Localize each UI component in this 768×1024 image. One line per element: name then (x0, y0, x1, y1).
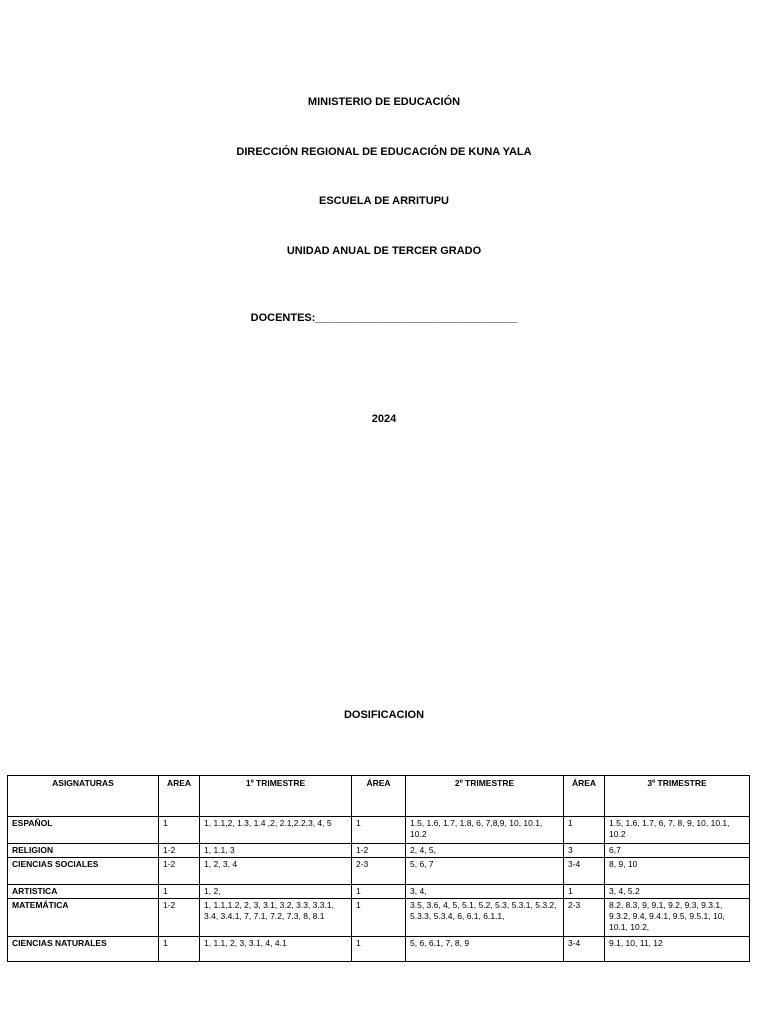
column-header-trimester-3: 3º TRIMESTRE (605, 776, 750, 817)
area-cell: 1 (564, 885, 605, 899)
trimester-cell: 6,7 (605, 844, 750, 858)
table-row (8, 885, 750, 899)
subject-cell: CIENCIAS NATURALES (8, 937, 159, 962)
column-header-trimester-1: 1º TRIMESTRE (200, 776, 352, 817)
table-header-row (8, 776, 750, 817)
trimester-cell: 8.2, 8.3, 9, 9.1, 9.2, 9.3, 9.3.1, 9.3.2, 9.4, 9.4.1, 9.5, 9.5.1, 10, 10.1, 10.2, (605, 899, 750, 937)
trimester-cell: 1, 1.1, 3 (200, 844, 352, 858)
column-header-trimester-2: 2º TRIMESTRE (406, 776, 564, 817)
area-cell: 1 (159, 937, 200, 962)
subject-cell: MATEMÁTICA (8, 899, 159, 937)
teachers-line: DOCENTES:_________________________________ (250, 312, 518, 324)
dosification-table (7, 775, 750, 962)
column-header-subjects: ASIGNATURAS (8, 776, 159, 817)
trimester-cell: 9.1, 10, 11, 12 (605, 937, 750, 962)
area-cell: 2-3 (564, 899, 605, 937)
table-row (8, 899, 750, 937)
column-header-area-3: ÁREA (564, 776, 605, 817)
area-cell: 1 (352, 937, 406, 962)
trimester-cell: 1.5, 1.6, 1.7, 1.8, 6, 7,8,9, 10, 10.1, 10.2 (406, 817, 564, 844)
column-header-area-1: AREA (159, 776, 200, 817)
school-name: ESCUELA DE ARRITUPU (319, 195, 449, 207)
trimester-cell: 3, 4, 5.2 (605, 885, 750, 899)
area-cell: 3-4 (564, 858, 605, 885)
trimester-cell: 1, 1.1,2, 1.3, 1.4 ,2, 2.1,2.2,3, 4, 5 (200, 817, 352, 844)
area-cell: 1 (352, 885, 406, 899)
regional-direction-title: DIRECCIÓN REGIONAL DE EDUCACIÓN DE KUNA YALA (236, 146, 532, 158)
area-cell: 2-3 (352, 858, 406, 885)
subject-cell: CIENCIAS SOCIALES (8, 858, 159, 885)
area-cell: 1 (564, 817, 605, 844)
area-cell: 1-2 (159, 858, 200, 885)
year: 2024 (371, 413, 397, 425)
area-cell: 1 (352, 899, 406, 937)
area-cell: 1 (159, 817, 200, 844)
area-cell: 1-2 (159, 844, 200, 858)
subject-cell: RELIGION (8, 844, 159, 858)
trimester-cell: 8, 9, 10 (605, 858, 750, 885)
table-row (8, 858, 750, 885)
table-row (8, 844, 750, 858)
area-cell: 1-2 (352, 844, 406, 858)
ministry-title: MINISTERIO DE EDUCACIÓN (307, 96, 461, 108)
trimester-cell: 1.5, 1.6, 1.7, 6, 7, 8, 9, 10, 10.1, 10.2 (605, 817, 750, 844)
area-cell: 1 (159, 885, 200, 899)
section-title: DOSIFICACION (343, 709, 425, 721)
area-cell: 1 (352, 817, 406, 844)
trimester-cell: 1, 1.1,1.2, 2, 3, 3.1, 3.2, 3.3, 3.3.1, 3.4, 3.4.1, 7, 7.1, 7.2, 7.3, 8, 8.1 (200, 899, 352, 937)
subject-cell: ESPAÑOL (8, 817, 159, 844)
trimester-cell: 5, 6, 7 (406, 858, 564, 885)
trimester-cell: 1, 1.1, 2, 3, 3.1, 4, 4.1 (200, 937, 352, 962)
trimester-cell: 1, 2, 3, 4 (200, 858, 352, 885)
column-header-area-2: ÁREA (352, 776, 406, 817)
trimester-cell: 2, 4, 5, (406, 844, 564, 858)
trimester-cell: 3.5, 3.6, 4, 5, 5.1, 5.2, 5.3, 5.3.1, 5.3.2, 5.3.3, 5.3.4, 6, 6.1, 6.1.1, (406, 899, 564, 937)
area-cell: 3 (564, 844, 605, 858)
area-cell: 3-4 (564, 937, 605, 962)
trimester-cell: 1, 2, (200, 885, 352, 899)
unit-title: UNIDAD ANUAL DE TERCER GRADO (286, 245, 482, 257)
trimester-cell: 5, 6, 6.1, 7, 8, 9 (406, 937, 564, 962)
subject-cell: ARTISTICA (8, 885, 159, 899)
table-row (8, 817, 750, 844)
area-cell: 1-2 (159, 899, 200, 937)
table-row (8, 937, 750, 962)
trimester-cell: 3, 4, (406, 885, 564, 899)
